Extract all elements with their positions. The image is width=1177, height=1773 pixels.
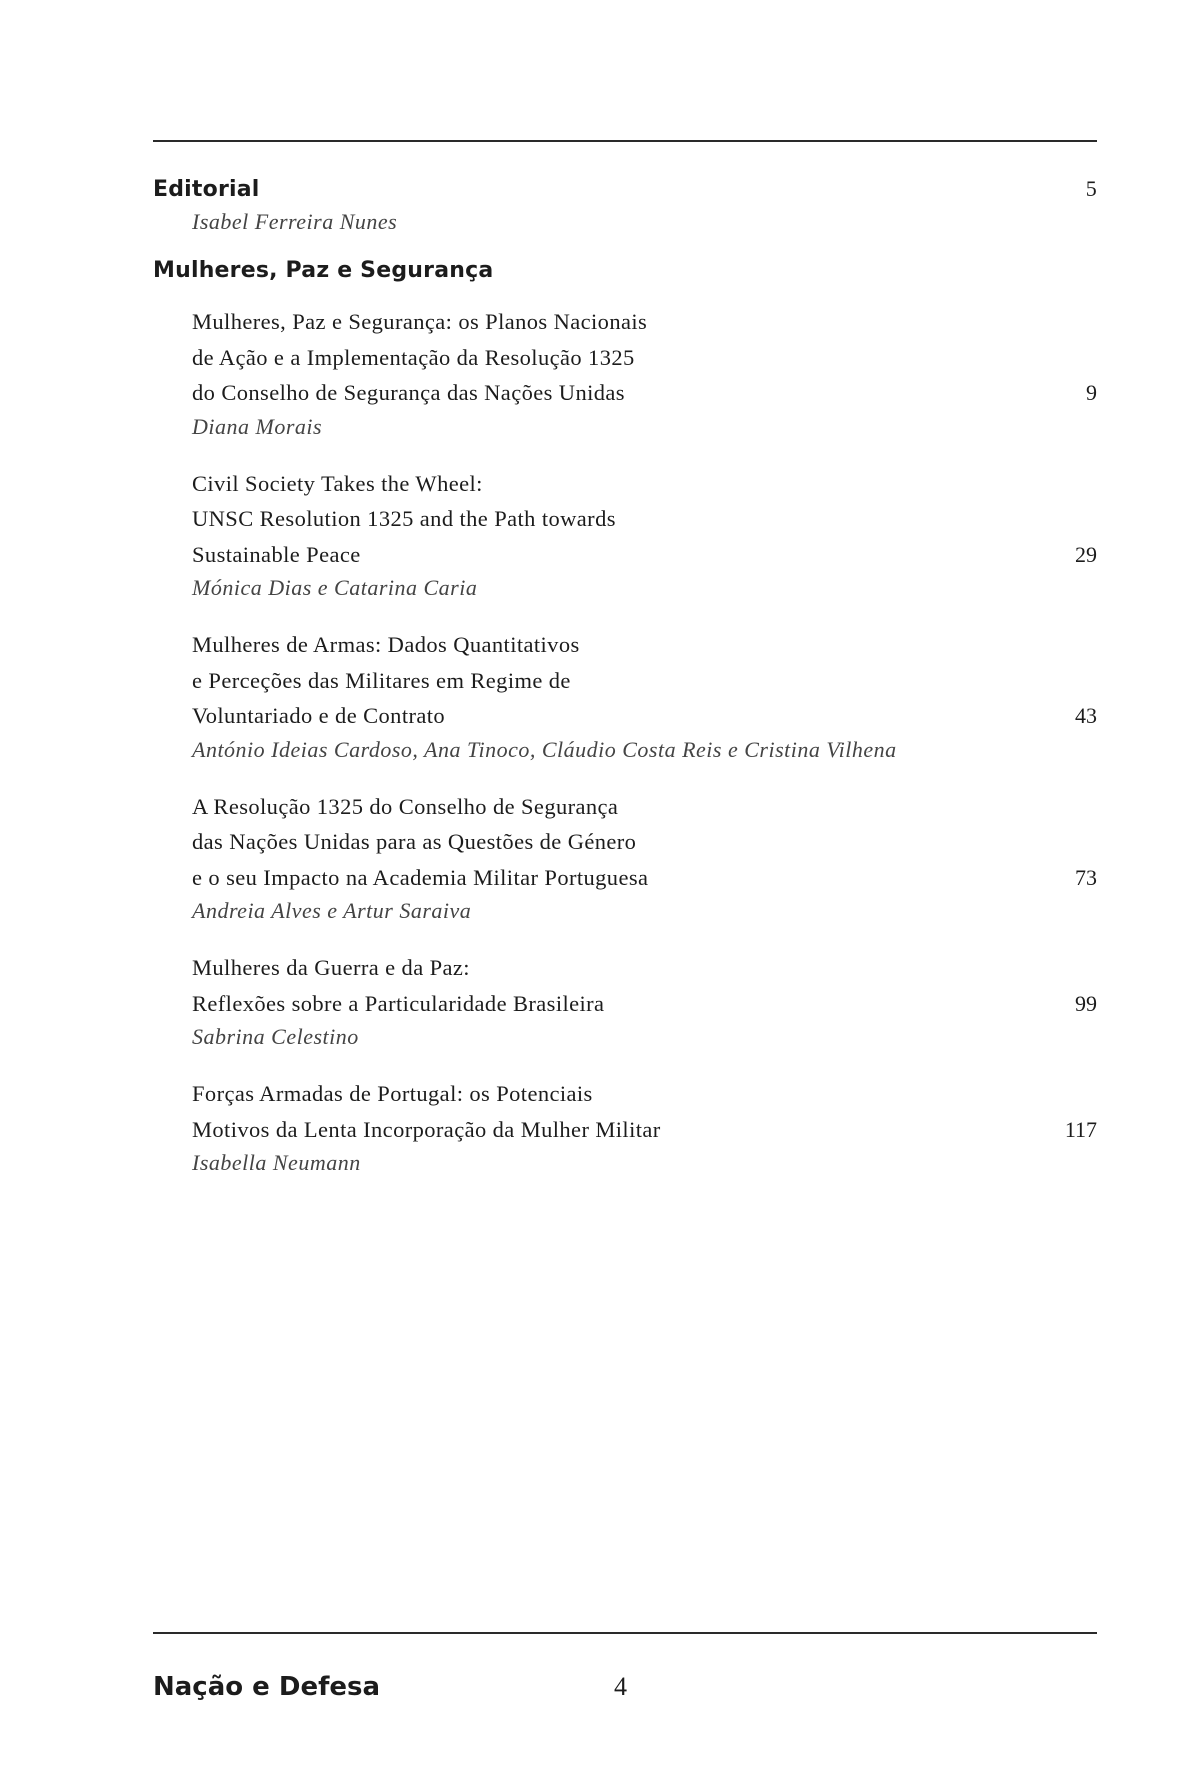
article-page-number: 29 [1075, 541, 1097, 567]
article-title-line: Mulheres de Armas: Dados Quantitativos [192, 632, 580, 657]
table-of-contents [153, 174, 1097, 1202]
article-title-line: UNSC Resolution 1325 and the Path towards [192, 506, 616, 531]
article-title-line: A Resolução 1325 do Conselho de Segurança [192, 793, 619, 819]
article-authors: Sabrina Celestino [192, 1024, 359, 1049]
article-authors: Andreia Alves e Artur Saraiva [192, 898, 472, 923]
article-entry[interactable] [192, 950, 1097, 1053]
editorial-entry[interactable] [153, 174, 1097, 238]
article-authors: Isabella Neumann [192, 1150, 361, 1175]
article-authors: António Ideias Cardoso, Ana Tinoco, Cláudio Costa Reis e Cristina Vilhena [192, 736, 897, 762]
article-entry[interactable] [192, 627, 1097, 766]
article-page-number: 99 [1075, 990, 1097, 1016]
article-title [192, 1076, 1097, 1147]
journal-title: Nação e Defesa [153, 1672, 381, 1702]
article-title [192, 789, 1097, 896]
article-title-line: e o seu Impacto na Academia Militar Portuguesa [192, 864, 649, 890]
article-entry[interactable] [192, 789, 1097, 928]
article-title-line: Voluntariado e de Contrato [192, 703, 446, 728]
article-title-line: Mulheres, Paz e Segurança: os Planos Nacionais [192, 309, 648, 334]
article-title-line: e Perceções das Militares em Regime de [192, 667, 571, 693]
editorial-heading-row [153, 174, 1097, 206]
article-title-line: das Nações Unidas para as Questões de Género [192, 829, 637, 854]
article-entry[interactable] [192, 466, 1097, 605]
article-entry[interactable] [192, 1076, 1097, 1179]
article-title-line: Motivos da Lenta Incorporação da Mulher Militar [192, 1116, 661, 1142]
article-entry[interactable] [192, 304, 1097, 443]
article-title-line: Sustainable Peace [192, 541, 361, 567]
article-page-number: 9 [1086, 380, 1097, 405]
article-page-number: 117 [1064, 1116, 1097, 1142]
top-rule [153, 140, 1097, 142]
article-title-line: de Ação e a Implementação da Resolução 1325 [192, 344, 635, 370]
article-authors: Mónica Dias e Catarina Caria [192, 575, 478, 600]
article-title [192, 950, 1097, 1021]
bottom-rule [153, 1632, 1097, 1634]
article-page-number: 43 [1075, 703, 1097, 728]
article-title-line: Reflexões sobre a Particularidade Brasileira [192, 990, 605, 1016]
article-title [192, 466, 1097, 573]
article-title-line: do Conselho de Segurança das Nações Unidas [192, 380, 625, 405]
article-title [192, 304, 1097, 411]
folio-page-number: 4 [614, 1672, 627, 1701]
section-heading: Mulheres, Paz e Segurança [153, 258, 494, 283]
editorial-page-number: 5 [1085, 176, 1097, 201]
article-title-line: Forças Armadas de Portugal: os Potenciais [192, 1081, 593, 1106]
editorial-title: Editorial [153, 177, 260, 202]
article-title [192, 627, 1097, 734]
article-authors: Diana Morais [192, 413, 323, 439]
article-page-number: 73 [1075, 864, 1097, 890]
editorial-author: Isabel Ferreira Nunes [192, 209, 398, 234]
article-title-line: Civil Society Takes the Wheel: [192, 470, 483, 496]
article-title-line: Mulheres da Guerra e da Paz: [192, 955, 470, 980]
article-list [153, 304, 1097, 1179]
